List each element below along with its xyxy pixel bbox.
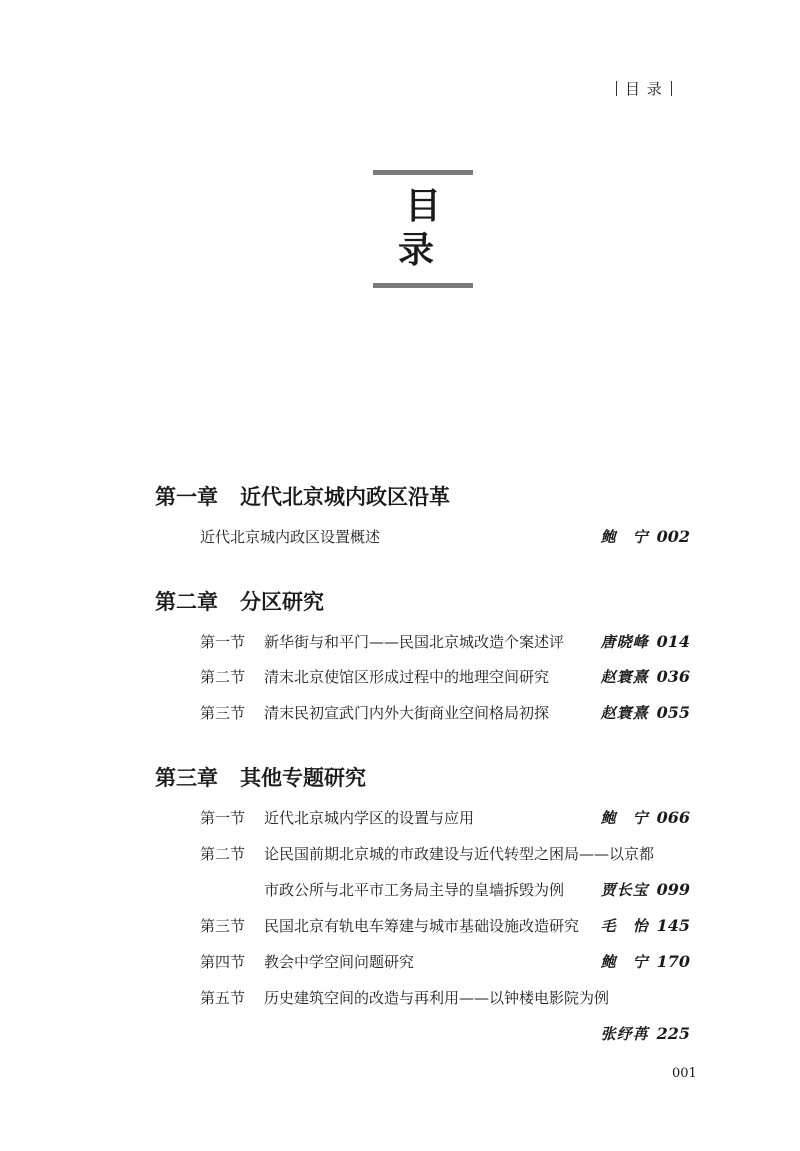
entry-author-page <box>601 951 690 972</box>
entry-author: 毛 怡 <box>600 917 649 935</box>
toc-entry-continuation[interactable] <box>200 1023 690 1047</box>
entry-author-page <box>601 702 690 723</box>
entry-section: 第一节 <box>200 809 246 827</box>
entry-section: 第三节 <box>200 917 246 935</box>
running-head-rule-left <box>616 81 617 96</box>
entry-author: 唐晓峰 <box>600 633 649 651</box>
running-head-text: 目 录 <box>625 80 663 98</box>
entry-section: 第二节 <box>200 845 246 863</box>
entry-title: 历史建筑空间的改造与再利用——以钟楼电影院为例 <box>264 989 610 1007</box>
entry-author-page <box>601 1023 690 1044</box>
entry-title: 教会中学空间问题研究 <box>264 953 415 971</box>
entry-author: 鲍 宁 <box>600 953 649 971</box>
entry-page: 170 <box>656 952 690 971</box>
chapter-title: 近代北京城内政区沿革 <box>240 485 450 509</box>
entry-page: 099 <box>656 880 690 899</box>
entry-title: 近代北京城内学区的设置与应用 <box>264 809 475 827</box>
toc-entry[interactable] <box>200 666 690 690</box>
toc-entry[interactable] <box>200 702 690 726</box>
entry-page: 036 <box>656 667 690 686</box>
toc-entry[interactable] <box>200 915 690 939</box>
entry-title: 清末民初宣武门内外大街商业空间格局初探 <box>264 704 550 722</box>
toc-entry-continuation[interactable] <box>200 879 690 903</box>
entry-page: 066 <box>656 808 690 827</box>
page-number: 001 <box>672 1066 697 1081</box>
entry-author-page <box>601 807 690 828</box>
toc-entry[interactable] <box>200 951 690 975</box>
chapter-heading[interactable] <box>155 762 366 792</box>
toc-entry[interactable] <box>200 631 690 655</box>
entry-author-page <box>601 526 690 547</box>
toc-entry[interactable] <box>200 843 690 867</box>
entry-author: 赵寰熹 <box>600 668 649 686</box>
chapter-title: 分区研究 <box>240 590 324 614</box>
entry-author: 鲍 宁 <box>600 809 649 827</box>
chapter-title: 其他专题研究 <box>240 766 366 790</box>
running-head <box>616 78 696 99</box>
entry-page: 014 <box>656 632 690 651</box>
entry-section: 第二节 <box>200 668 246 686</box>
entry-title: 民国北京有轨电车筹建与城市基础设施改造研究 <box>264 917 580 935</box>
entry-author-page <box>601 879 690 900</box>
entry-section: 第三节 <box>200 704 246 722</box>
title-rule-bottom <box>373 283 473 288</box>
entry-author: 赵寰熹 <box>600 704 649 722</box>
chapter-number: 第二章 <box>155 590 218 614</box>
entry-section: 第一节 <box>200 633 246 651</box>
entry-page: 002 <box>656 527 690 546</box>
entry-author: 鲍 宁 <box>600 528 649 546</box>
entry-page: 145 <box>656 916 690 935</box>
entry-author: 张纾苒 <box>600 1025 649 1043</box>
entry-page: 225 <box>656 1024 690 1043</box>
entry-section: 第五节 <box>200 989 246 1007</box>
entry-author: 贾长宝 <box>600 881 649 899</box>
entry-title-continued: 市政公所与北平市工务局主导的皇墙拆毁为例 <box>264 881 565 899</box>
toc-entry[interactable] <box>200 807 690 831</box>
entry-section: 第四节 <box>200 953 246 971</box>
chapter-heading[interactable] <box>155 586 324 616</box>
chapter-heading[interactable] <box>155 481 450 511</box>
page-title: 目录 <box>397 186 455 271</box>
entry-page: 055 <box>656 703 690 722</box>
toc-entry[interactable] <box>200 987 690 1011</box>
entry-author-page <box>601 915 690 936</box>
entry-author-page <box>601 631 690 652</box>
toc-title-block <box>373 170 473 288</box>
chapter-number: 第一章 <box>155 485 218 509</box>
running-head-rule-right <box>671 81 672 96</box>
entry-title: 近代北京城内政区设置概述 <box>200 528 381 546</box>
entry-title: 清末北京使馆区形成过程中的地理空间研究 <box>264 668 550 686</box>
entry-title: 论民国前期北京城的市政建设与近代转型之困局——以京都 <box>264 845 655 863</box>
chapter-number: 第三章 <box>155 766 218 790</box>
entry-author-page <box>601 666 690 687</box>
toc-entry[interactable] <box>200 526 690 550</box>
entry-title: 新华街与和平门——民国北京城改造个案述评 <box>264 633 565 651</box>
